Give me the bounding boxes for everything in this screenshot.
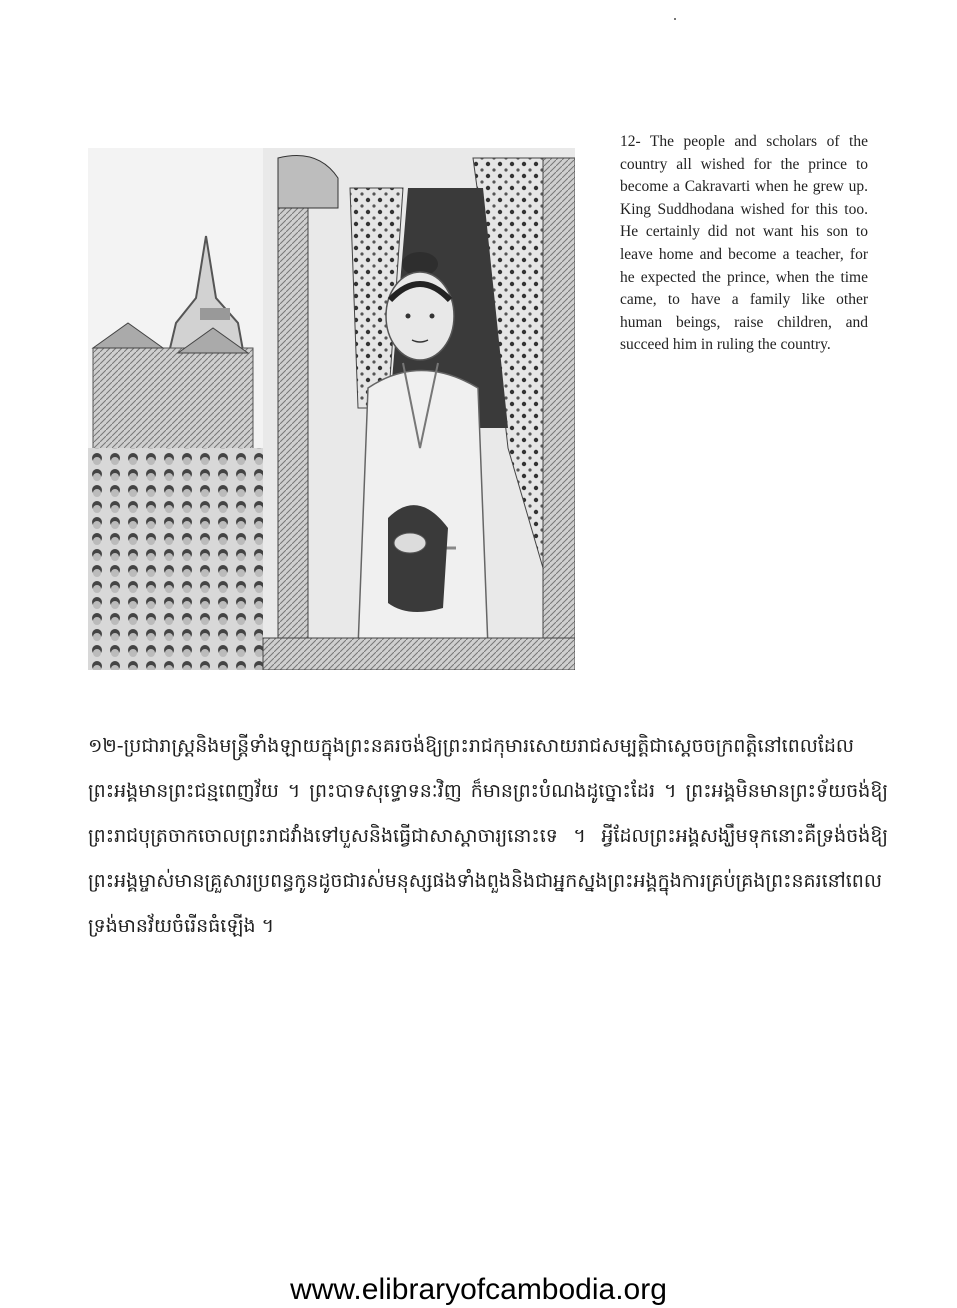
illustration-drawing xyxy=(88,148,575,670)
khmer-paragraph: ១២-ប្រជារាស្ត្រនិងមន្ត្រីទាំងឡាយក្នុងព្រះនគរចង់ឱ្យព្រះរាជកុមារសោយរាជសម្បត្តិជាស្តេចចក្រពត្តិនៅពេលដែលព្រះអង្គមានព្រះជន្មពេញវ័យ ។ ព្រះបាទសុទ្ធោទនៈវិញ ក៏មានព្រះបំណងដូច្នោះដែរ ។ ព្រះអង្គមិនមានព្រះទ័យចង់ឱ្យព្រះរាជបុត្រចាកចោលព្រះរាជវាំងទៅបួសនិងធ្វើជាសាស្តាចារ្យនោះទេ ។ អ្វីដែលព្រះអង្គសង្ឃឹមទុកនោះគឺទ្រង់ចង់ឱ្យព្រះអង្គម្ចាស់មានគ្រួសារប្រពន្ធកូនដូចជារស់មនុស្សផងទាំងពួងនិងជាអ្នកស្នងព្រះអង្គក្នុងការគ្រប់គ្រងព្រះនគរនៅពេលទ្រង់មានវ័យចំរើនធំឡើង ។ xyxy=(88,735,888,937)
scan-speck xyxy=(674,18,676,20)
prince-illustration xyxy=(88,148,575,670)
english-paragraph: 12- The people and scholars of the country all wished for the prince to become a Cakravarti when he grew up. King Suddhodana wished for this too. He certainly did not want his son to leave home and become a teacher, for he expected the prince, when the time came, to have a family like other human beings, raise children, and succeed him in ruling the country. xyxy=(620,133,868,354)
footer-url[interactable]: www.elibraryofcambodia.org xyxy=(290,1273,667,1306)
